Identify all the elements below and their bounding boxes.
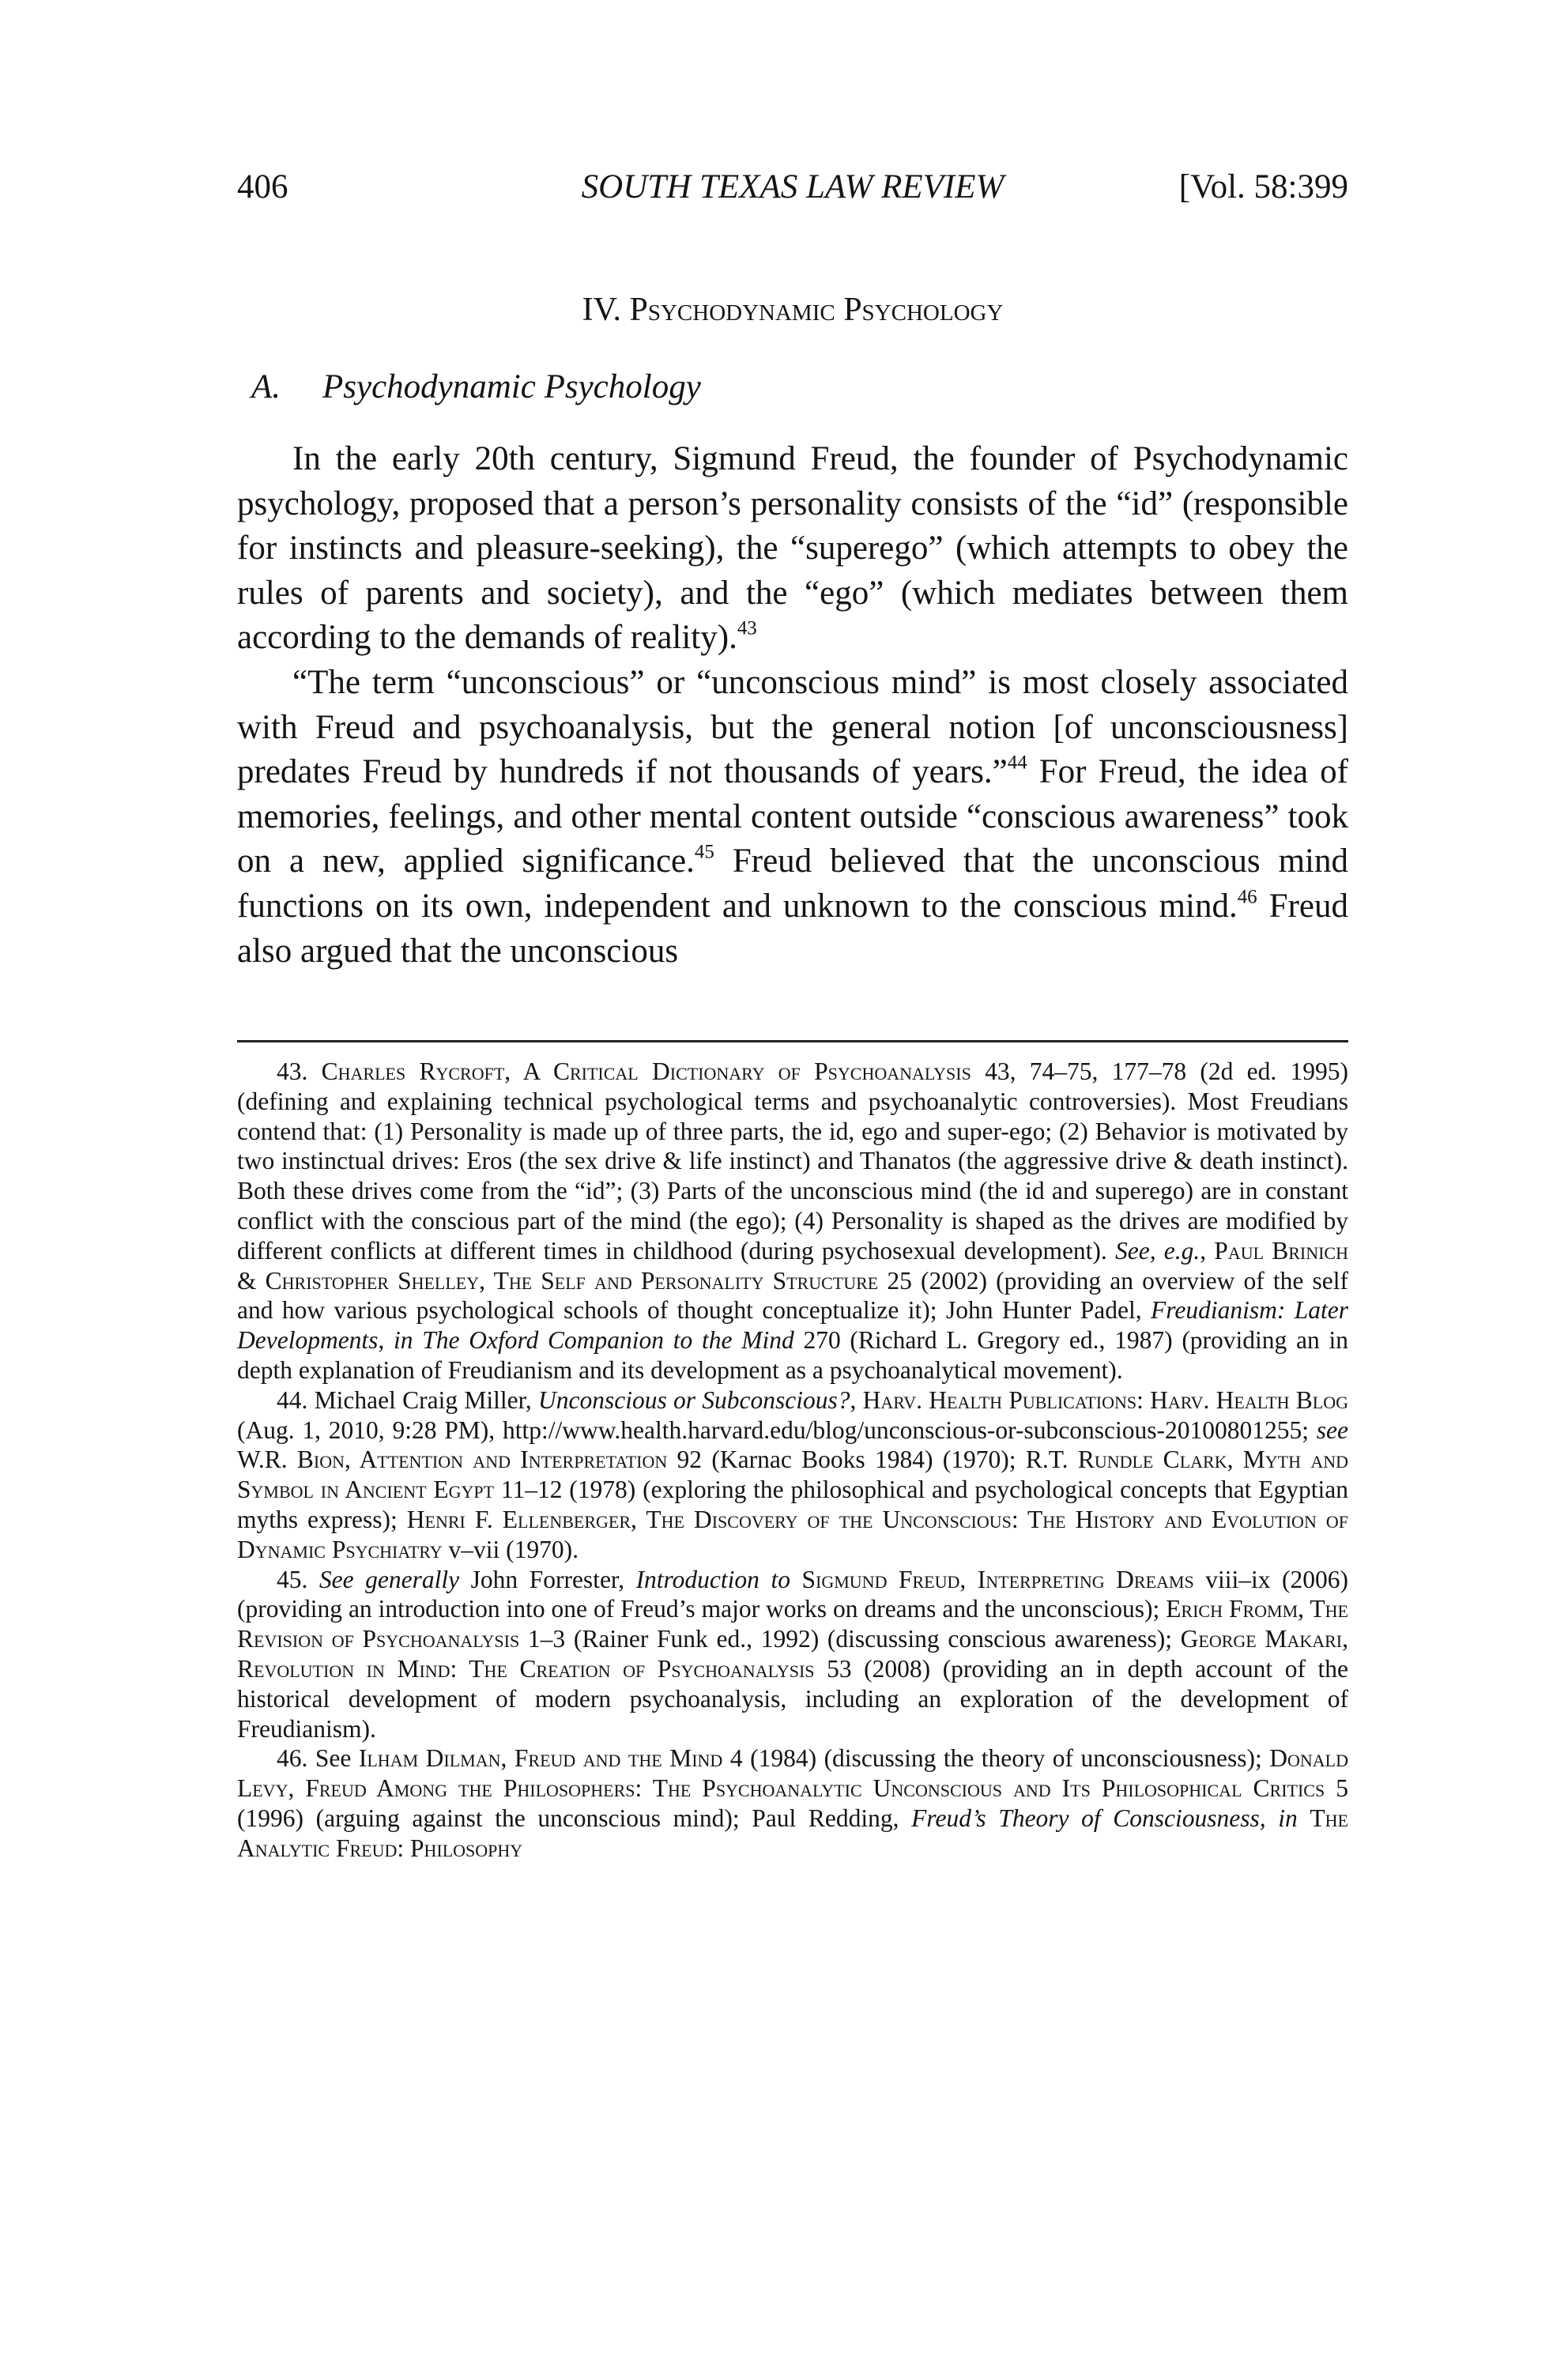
footnote-number: 44. [277,1385,308,1414]
footnote-44: 44. Michael Craig Miller, Unconscious or Subconscious?, Harv. Health Publications: Harv. Health Blog (Aug. 1, 2010, 9:28 PM), http://www.health.harvard.edu/blog/unconscious-or-subconscious-20100801255; see W.R. Bion, Attention and Interpretation 92 (Karnac Books 1984) (1970); R.T. Rundle Clark, Myth and Symbol in Ancient Egypt 11–12 (1978) (exploring the philosophical and psychological concepts that Egyptian myths express); Henri F. Ellenberger, The Discovery of the Unconscious: The History and Evolution of Dynamic Psychiatry v–vii (1970). [237,1385,1348,1563]
page-number: 406 [237,168,288,205]
footnote-43: 43. Charles Rycroft, A Critical Dictionary of Psychoanalysis 43, 74–75, 177–78 (2d ed. 1995) (defining and explaining technical psychological terms and psychoanalytic controversies). Most Freudians contend that: (1) Personality is made up of three parts, the id, ego and super-ego; (2) Behavior is motivated by two instinctual drives: Eros (the sex drive & life instinct) and Thanatos (the aggressive drive & death instinct). Both these drives come from the “id”; (3) Parts of the unconscious mind (the id and superego) are in constant conflict with the conscious part of the mind (the ego); (4) Personality is shaped as the drives are modified by different conflicts at different times in childhood (during psychosexual development). See, e.g., Paul Brinich & Christopher Shelley, The Self and Personality Structure 25 (2002) (providing an overview of the self and how various psychological schools of thought conceptualize it); John Hunter Padel, Freudianism: Later Developments, in The Oxford Companion to the Mind 270 (Richard L. Gregory ed., 1987) (providing an in depth explanation of Freudianism and its development as a psychoanalytical movement). [237,1057,1349,1384]
footnote-divider [237,1040,1348,1042]
body-text [237,437,1348,974]
footnote-number: 43. [277,1057,308,1085]
footnote-number: 46. [277,1744,308,1773]
part-heading: IV. Psychodynamic Psychology [582,292,1004,328]
footnotes [237,1057,1348,1864]
footnote-45: 45. See generally John Forrester, Introduction to Sigmund Freud, Interpreting Dreams viii–ix (2006) (providing an introduction into one of Freud’s major works on dreams and the unconscious); Erich Fromm, The Revision of Psychoanalysis 1–3 (Rainer Funk ed., 1992) (discussing conscious awareness); George Makari, Revolution in Mind: The Creation of Psychoanalysis 53 (2008) (providing an in depth account of the historical development of modern psychoanalysis, including an exploration of the development of Freudianism). [237,1565,1349,1743]
footnote-ref: 46 [1237,886,1257,908]
section-heading [251,364,1279,411]
section-letter: A. [251,368,281,405]
volume-citation: [Vol. 58:399 [1178,168,1348,205]
body-paragraph: “The term “unconscious” or “unconscious mind” is most closely associated with Freud and psychoanalysis, but the general notion [of unconsciousness] predates Freud by hundreds if not thousands of years.”$^{44}$ For Freud, the idea of memories, feelings, and other mental content outside “conscious awareness” took on a new, applied significance.$^{45}$ Freud believed that the unconscious mind functions on its own, independent and unknown to the conscious mind.$^{46}$ Freud also argued that the unconscious [237,663,1349,970]
footnote-46: 46. See Ilham Dilman, Freud and the Mind 4 (1984) (discussing the theory of unconsciousness); Donald Levy, Freud Among the Philosophers: The Psychoanalytic Unconscious and Its Philosophical Critics 5 (1996) (arguing against the unconscious mind); Paul Redding, Freud’s Theory of Consciousness, in The Analytic Freud: Philosophy [237,1744,1348,1862]
body-paragraph: In the early 20th century, Sigmund Freud, the founder of Psychodynamic psychology, proposed that a person’s personality consists of the “id” (responsible for instincts and pleasure-seeking), the “superego” (which attempts to obey the rules of parents and society), and the “ego” (which mediates between them according to the demands of reality).$^{43}$ [237,440,1348,657]
section-title: Psychodynamic Psychology [322,368,701,405]
footnote-ref: 43 [737,617,757,639]
footnote-ref: 44 [1007,752,1027,774]
running-header [237,164,1348,211]
footnote-ref: 45 [694,841,714,863]
footnote-number: 45. [277,1565,308,1593]
journal-title: SOUTH TEXAS LAW REVIEW [581,168,1004,205]
